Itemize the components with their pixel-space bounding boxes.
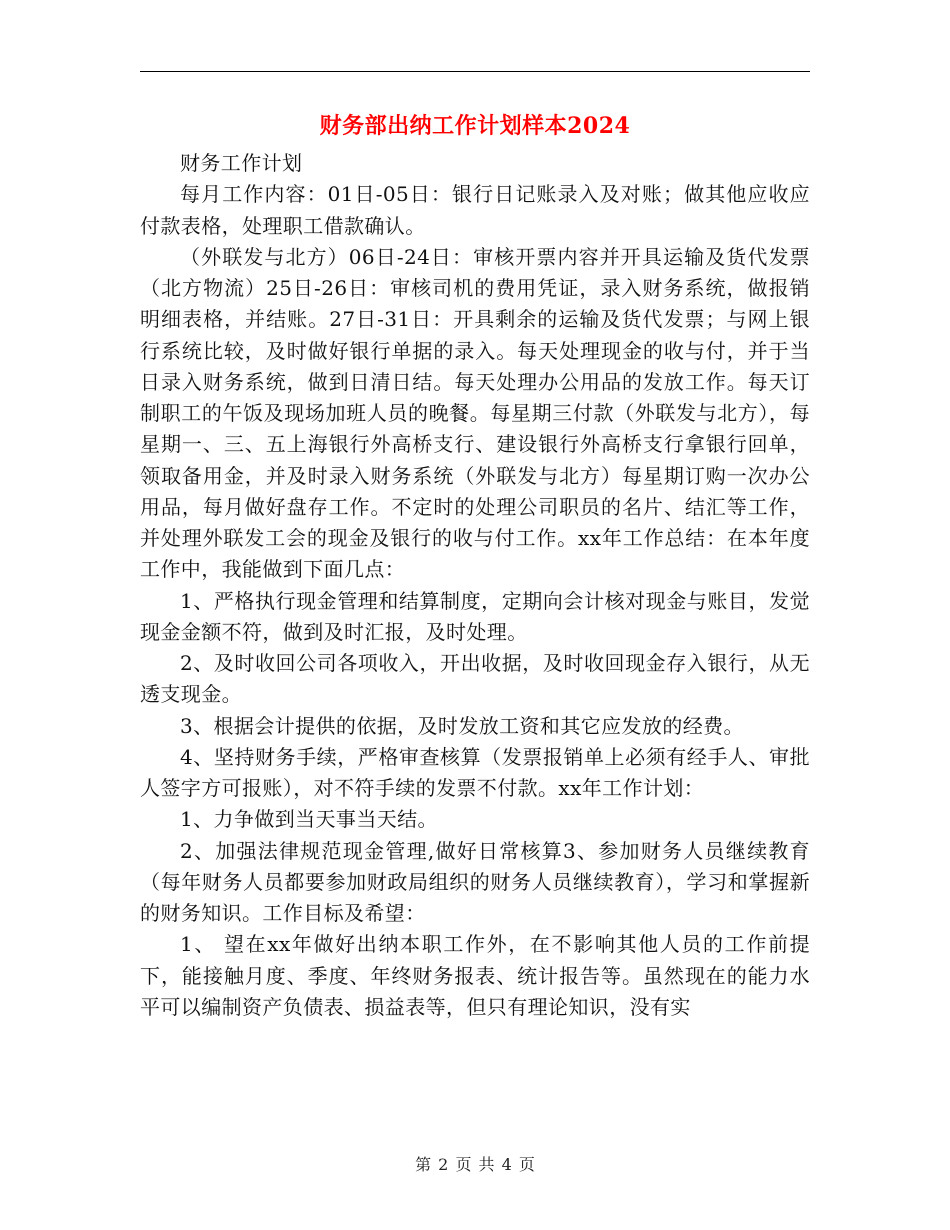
paragraph-schedule-details: （外联发与北方）06日-24日：审核开票内容并开具运输及货代发票（北方物流）25日-26日：审核司机的费用凭证，录入财务系统，做报销明细表格，并结账。27日-31日：开具剩余的运输及货代发票；与网上银行系统比较，及时做好银行单据的录入。每天处理现金的收与付，并于当日录入财务系统，做到日清日结。每天处理办公用品的发放工作。每天订制职工的午饭及现场加班人员的晚餐。每星期三付款（外联发与北方），每星期一、三、五上海银行外高桥支行、建设银行外高桥支行拿银行回单，领取备用金，并及时录入财务系统（外联发与北方）每星期订购一次办公用品，每月做好盘存工作。不定时的处理公司职员的名片、结汇等工作，并处理外联发工会的现金及银行的收与付工作。xx年工作总结：在本年度工作中，我能做到下面几点：: [140, 244, 810, 582]
paragraph-heading: 财务工作计划: [180, 151, 303, 175]
document-body: [140, 148, 810, 1023]
list-item: 1、 望在xx年做好出纳本职工作外，在不影响其他人员的工作前提下，能接触月度、季度、年终财务报表、统计报告等。虽然现在的能力水平可以编制资产负债表、损益表等，但只有理论知识，没有实: [140, 932, 810, 1019]
list-item: 1、力争做到当天事当天结。: [180, 807, 438, 832]
header-rule: [140, 71, 810, 72]
list-item: 1、严格执行现金管理和结算制度，定期向会计核对现金与账目，发觉现金金额不符，做到及时汇报，及时处理。: [140, 588, 810, 644]
list-item: 4、坚持财务手续，严格审查核算（发票报销单上必须有经手人、审批人签字方可报账），对不符手续的发票不付款。xx年工作计划：: [140, 744, 810, 800]
list-item: 2、加强法律规范现金管理,做好日常核算3、参加财务人员继续教育（每年财务人员都要参加财政局组织的财务人员继续教育），学习和掌握新的财务知识。工作目标及希望：: [140, 838, 810, 925]
document-title: 财务部出纳工作计划样本2024: [319, 113, 631, 139]
list-item: 2、及时收回公司各项收入，开出收据，及时收回现金存入银行，从无透支现金。: [140, 651, 810, 707]
page-number-footer: 第 2 页 共 4 页: [415, 1155, 535, 1174]
paragraph-monthly-work: 每月工作内容：01日-05日：银行日记账录入及对账；做其他应收应付款表格，处理职工借款确认。: [140, 182, 810, 238]
list-item: 3、根据会计提供的依据，及时发放工资和其它应发放的经费。: [180, 713, 744, 738]
